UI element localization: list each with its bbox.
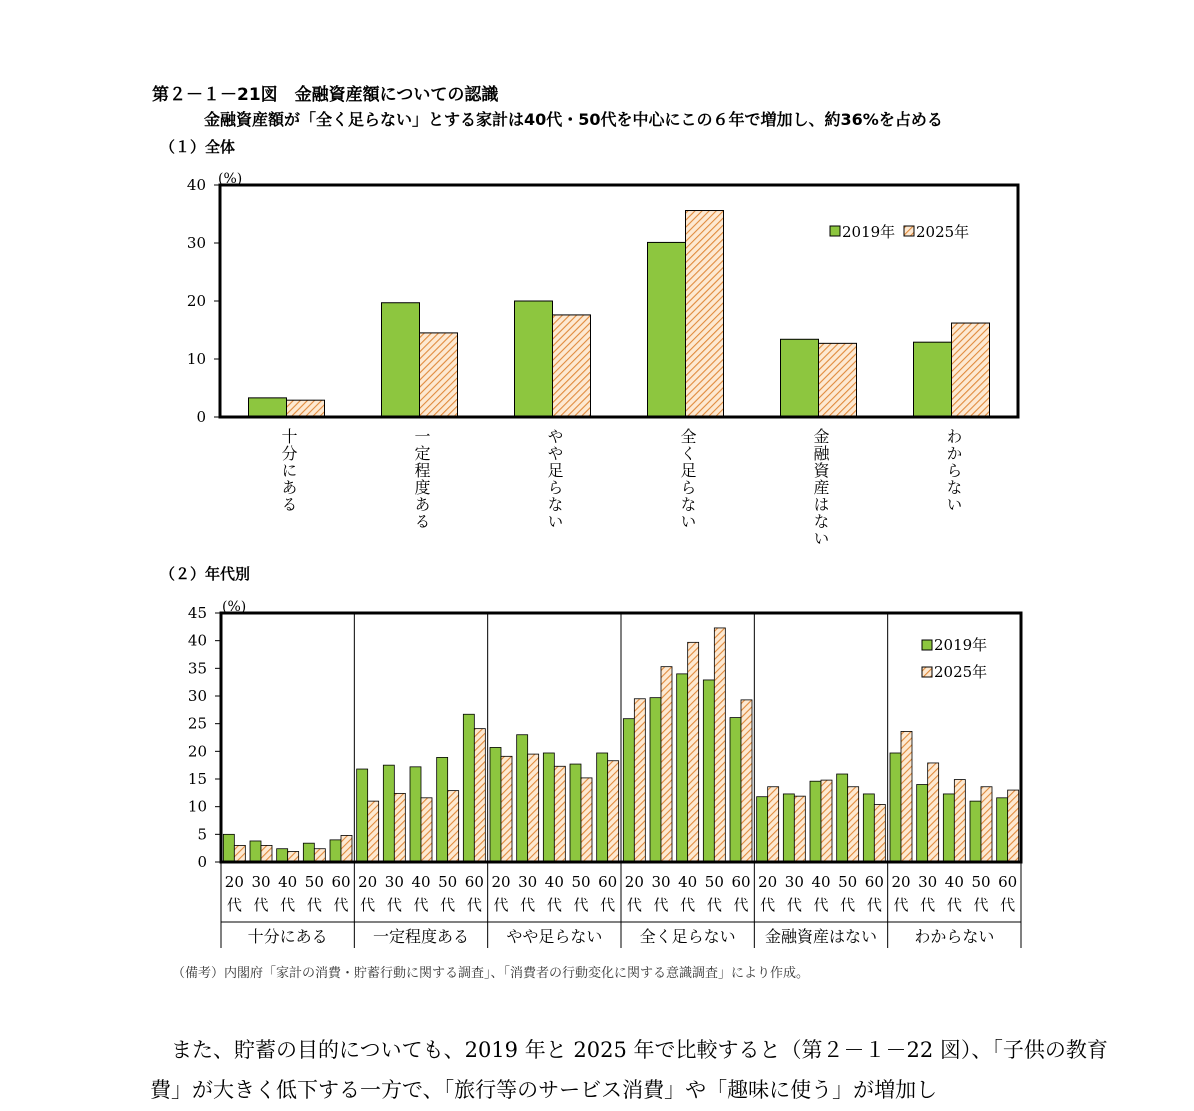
bar-2025: [981, 787, 992, 862]
bar-2019: [437, 757, 448, 862]
bar-2019: [410, 767, 421, 862]
bar-2025: [421, 798, 432, 862]
body-paragraph: [150, 1030, 1110, 1110]
bar-2025: [448, 791, 459, 862]
bar-2019: [914, 342, 952, 417]
age-label-suffix: 代: [573, 896, 589, 914]
bar-2025: [688, 642, 699, 862]
y-tick-label: 15: [187, 770, 207, 788]
age-label-suffix: 代: [706, 896, 722, 914]
bar-2019: [890, 753, 901, 862]
age-label-number: 20: [758, 873, 778, 891]
section-label-overall: （１）全体: [160, 138, 236, 156]
y-tick-label: 0: [197, 853, 207, 871]
bar-2019: [383, 765, 394, 862]
bar-2025: [474, 729, 485, 862]
bar-2019: [648, 242, 686, 417]
age-label-number: 30: [784, 873, 804, 891]
y-tick-label: 10: [187, 797, 207, 816]
bar-2025: [528, 754, 539, 862]
y-tick-label: 10: [186, 350, 206, 368]
age-label-suffix: 代: [386, 896, 402, 914]
y-tick-label: 5: [197, 825, 207, 844]
bar-2025: [394, 793, 405, 862]
legend-label-2025: 2025年: [916, 223, 970, 241]
bar-2019: [382, 303, 420, 417]
bar-2025: [314, 849, 325, 862]
bar-2025: [714, 628, 725, 862]
category-label: 金融資産はない: [811, 428, 830, 547]
age-label-suffix: 代: [626, 896, 642, 914]
bar-2019: [781, 339, 819, 417]
age-label-number: 60: [998, 873, 1018, 891]
group-label: 十分にある: [247, 927, 328, 946]
age-label-suffix: 代: [1000, 896, 1016, 914]
age-label-suffix: 代: [840, 896, 856, 914]
bar-2019: [943, 794, 954, 862]
legend-label-2025: 2025年: [934, 663, 988, 681]
age-label-suffix: 代: [946, 896, 962, 914]
age-label-number: 30: [651, 873, 671, 891]
age-label-suffix: 代: [466, 896, 482, 914]
bar-2019: [650, 698, 661, 862]
category-label: わからない: [944, 428, 963, 513]
bar-2025: [848, 787, 859, 862]
bar-2025: [288, 851, 299, 862]
y-tick-label: 40: [186, 176, 206, 194]
bar-2025: [821, 780, 832, 862]
unit-label: (%): [222, 599, 247, 615]
bar-2025: [553, 315, 591, 417]
unit-label: (%): [218, 171, 243, 187]
age-label-number: 50: [438, 873, 458, 891]
bar-2025: [608, 761, 619, 862]
age-label-suffix: 代: [546, 896, 562, 914]
y-tick-label: 20: [187, 742, 207, 761]
bar-2019: [810, 781, 821, 862]
bar-2025: [554, 766, 565, 862]
category-label: 全く足らない: [678, 428, 697, 530]
section-label-by-age: （２）年代別: [160, 565, 251, 583]
bar-2019: [277, 849, 288, 862]
category-label: やや足らない: [545, 428, 564, 530]
bar-2025: [874, 804, 885, 862]
age-label-number: 20: [358, 873, 378, 891]
bar-2019: [703, 680, 714, 862]
age-label-number: 20: [624, 873, 644, 891]
group-label: 一定程度ある: [372, 927, 470, 946]
bar-2025: [420, 333, 458, 417]
age-label-suffix: 代: [600, 896, 616, 914]
age-label-number: 40: [411, 873, 431, 891]
bar-2025: [234, 845, 245, 862]
bar-2019: [597, 753, 608, 862]
source-note: （備考）内閣府「家計の消費・貯蓄行動に関する調査」、「消費者の行動変化に関する意識調査」により作成。: [172, 966, 810, 981]
age-label-suffix: 代: [653, 896, 669, 914]
bar-2019: [223, 834, 234, 862]
age-label-number: 20: [224, 873, 244, 891]
plot-frame: [220, 185, 1018, 417]
bar-2025: [368, 801, 379, 862]
age-label-suffix: 代: [413, 896, 429, 914]
age-label-number: 50: [304, 873, 324, 891]
bar-2019: [970, 801, 981, 862]
age-label-number: 50: [838, 873, 858, 891]
age-label-suffix: 代: [360, 896, 376, 914]
legend-swatch-2025: [904, 226, 914, 236]
bar-2019: [517, 735, 528, 862]
age-label-number: 30: [251, 873, 271, 891]
bar-2025: [1008, 790, 1019, 862]
age-label-number: 50: [971, 873, 991, 891]
bar-2025: [634, 699, 645, 862]
age-label-number: 30: [518, 873, 538, 891]
age-label-number: 50: [571, 873, 591, 891]
bar-2025: [954, 780, 965, 862]
bar-2019: [249, 398, 287, 417]
age-label-number: 60: [731, 873, 751, 891]
age-label-suffix: 代: [813, 896, 829, 914]
figure-subtitle: 金融資産額が「全く足らない」とする家計は40代・50代を中心にこの６年で増加し、約36%を占める: [204, 110, 943, 129]
age-label-suffix: 代: [920, 896, 936, 914]
bar-2019: [783, 794, 794, 862]
age-label-number: 60: [331, 873, 351, 891]
bar-2019: [837, 774, 848, 862]
age-label-number: 30: [384, 873, 404, 891]
bar-2019: [250, 841, 261, 862]
age-label-number: 20: [891, 873, 911, 891]
age-label-number: 60: [598, 873, 618, 891]
bar-2025: [581, 778, 592, 862]
age-label-suffix: 代: [333, 896, 349, 914]
bar-2019: [515, 301, 553, 417]
bar-2019: [677, 674, 688, 862]
bar-2025: [341, 835, 352, 862]
bar-2019: [863, 794, 874, 862]
age-label-number: 50: [704, 873, 724, 891]
bar-2025: [261, 845, 272, 862]
bar-2019: [570, 764, 581, 862]
age-label-number: 20: [491, 873, 511, 891]
y-tick-label: 35: [187, 659, 207, 678]
bar-2025: [686, 211, 724, 417]
bar-2019: [490, 747, 501, 862]
bar-2019: [623, 719, 634, 862]
group-label: わからない: [914, 927, 995, 946]
y-tick-label: 0: [196, 408, 206, 426]
legend-swatch-2025: [922, 667, 932, 677]
age-label-suffix: 代: [520, 896, 536, 914]
bar-2019: [730, 718, 741, 862]
bar-2025: [819, 343, 857, 417]
age-label-suffix: 代: [866, 896, 882, 914]
bar-2019: [917, 785, 928, 862]
age-label-suffix: 代: [680, 896, 696, 914]
age-label-suffix: 代: [893, 896, 909, 914]
y-tick-label: 20: [186, 292, 206, 310]
age-label-suffix: 代: [760, 896, 776, 914]
chart-by-age: [0, 560, 1194, 960]
bar-2025: [794, 796, 805, 862]
y-tick-label: 30: [186, 234, 206, 252]
age-label-suffix: 代: [306, 896, 322, 914]
age-label-suffix: 代: [786, 896, 802, 914]
y-tick-label: 45: [187, 604, 207, 622]
y-tick-label: 25: [187, 714, 207, 733]
bar-2025: [287, 400, 325, 417]
y-tick-label: 40: [187, 631, 207, 650]
group-label: やや足らない: [506, 927, 603, 946]
age-label-suffix: 代: [280, 896, 296, 914]
age-label-number: 40: [544, 873, 564, 891]
legend-label-2019: 2019年: [842, 223, 896, 241]
age-label-suffix: 代: [973, 896, 989, 914]
legend-label-2019: 2019年: [934, 636, 988, 654]
bar-2019: [543, 753, 554, 862]
age-label-number: 40: [678, 873, 698, 891]
age-label-suffix: 代: [493, 896, 509, 914]
category-label: 一定程度ある: [412, 428, 431, 530]
bar-2019: [357, 769, 368, 862]
legend-swatch-2019: [922, 640, 932, 650]
legend-swatch-2019: [830, 226, 840, 236]
bar-2025: [501, 756, 512, 862]
bar-2025: [928, 763, 939, 862]
bar-2025: [741, 700, 752, 862]
bar-2025: [952, 323, 990, 417]
bar-2025: [768, 787, 779, 862]
age-label-number: 40: [278, 873, 298, 891]
age-label-suffix: 代: [733, 896, 749, 914]
age-label-number: 40: [944, 873, 964, 891]
age-label-suffix: 代: [440, 896, 456, 914]
bar-2019: [997, 798, 1008, 862]
age-label-number: 40: [811, 873, 831, 891]
bar-2025: [901, 731, 912, 862]
bar-2019: [463, 714, 474, 862]
age-label-number: 60: [464, 873, 484, 891]
bar-2019: [303, 843, 314, 862]
group-label: 全く足らない: [639, 927, 736, 946]
bar-2019: [757, 797, 768, 862]
age-label-suffix: 代: [253, 896, 269, 914]
age-label-number: 30: [918, 873, 938, 891]
bar-2019: [330, 840, 341, 862]
bar-2025: [661, 667, 672, 862]
body-text: また、貯蓄の目的についても、2019 年と 2025 年で比較すると（第２－１－22 図）、「子供の教育費」が大きく低下する一方で、「旅行等のサービス消費」や「趣味に使う」が増加し: [150, 1038, 1108, 1102]
age-label-number: 60: [864, 873, 884, 891]
age-label-suffix: 代: [226, 896, 242, 914]
y-tick-label: 30: [187, 687, 207, 705]
category-label: 十分にある: [279, 428, 298, 513]
figure-title: 第２－１－21図 金融資産額についての認識: [152, 85, 499, 105]
group-label: 金融資産はない: [764, 927, 878, 946]
